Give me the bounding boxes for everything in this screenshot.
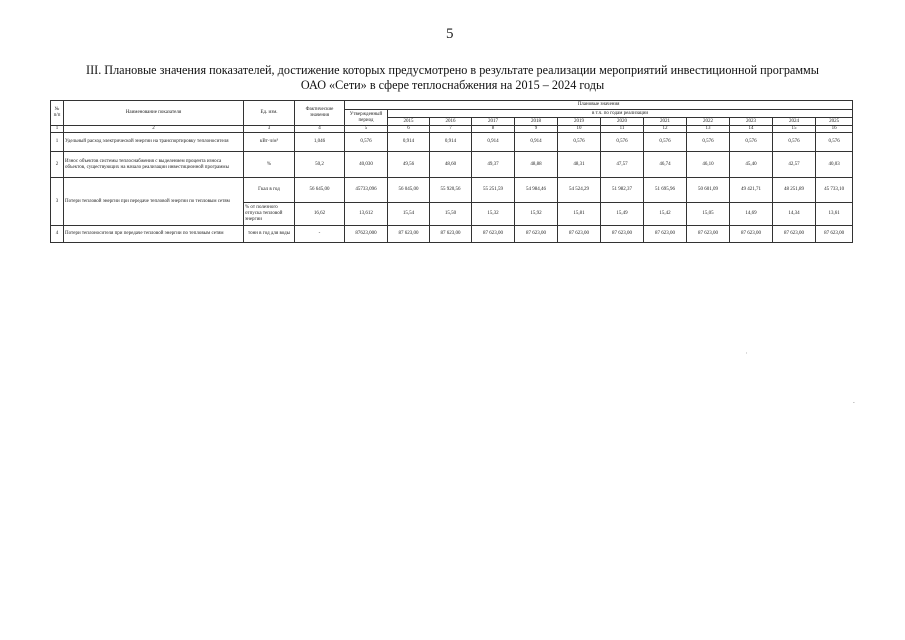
table-row	[51, 133, 853, 152]
header-year: 2023	[730, 118, 773, 126]
row-approved: 0,576	[345, 133, 388, 152]
row-value: 0,576	[816, 133, 853, 152]
row-value: 87 623,00	[472, 226, 515, 243]
row-value: 87 623,00	[773, 226, 816, 243]
row-num: 1	[51, 133, 64, 152]
row-value: 0,914	[515, 133, 558, 152]
row-approved: 13,612	[345, 203, 388, 226]
row-value: 87 623,00	[388, 226, 430, 243]
row-value: 48 251,89	[773, 178, 816, 203]
column-number: 6	[388, 126, 430, 133]
row-actual: 50,2	[295, 152, 345, 178]
column-number: 8	[472, 126, 515, 133]
row-value: 40,03	[816, 152, 853, 178]
row-name: Удельный расход электрической энергии на транспортировку теплоносителя	[64, 133, 244, 152]
row-value: 0,576	[601, 133, 644, 152]
column-number: 3	[244, 126, 295, 133]
header-year: 2025	[816, 118, 853, 126]
row-value: 15,05	[687, 203, 730, 226]
row-unit: % от полезного отпуска тепловой энергии	[244, 203, 295, 226]
row-value: 48,60	[430, 152, 472, 178]
row-num: 4	[51, 226, 64, 243]
row-value: 15,54	[388, 203, 430, 226]
row-value: 87 623,00	[558, 226, 601, 243]
row-name: Потери теплоносителя при передаче тепловой энергии по тепловым сетям	[64, 226, 244, 243]
column-number: 4	[295, 126, 345, 133]
row-value: 87 623,00	[601, 226, 644, 243]
column-number: 15	[773, 126, 816, 133]
page-number: 5	[446, 26, 454, 42]
column-number: 12	[644, 126, 687, 133]
column-number: 14	[730, 126, 773, 133]
row-value: 0,914	[430, 133, 472, 152]
page-title	[40, 63, 865, 93]
row-approved: 87623,000	[345, 226, 388, 243]
row-value: 0,576	[730, 133, 773, 152]
row-value: 46,74	[644, 152, 687, 178]
row-value: 15,49	[601, 203, 644, 226]
row-value: 87 623,00	[816, 226, 853, 243]
row-actual: 56 645,00	[295, 178, 345, 203]
row-value: 49,56	[388, 152, 430, 178]
row-value: 54 524,29	[558, 178, 601, 203]
row-value: 47,57	[601, 152, 644, 178]
row-value: 48,31	[558, 152, 601, 178]
row-value: 87 623,00	[644, 226, 687, 243]
header-year: 2016	[430, 118, 472, 126]
column-number: 10	[558, 126, 601, 133]
header-unit: Ед. изм.	[244, 101, 295, 126]
header-year: 2019	[558, 118, 601, 126]
row-value: 15,81	[558, 203, 601, 226]
header-by-year: в т.ч. по годам реализации	[388, 110, 853, 118]
row-value: 0,914	[388, 133, 430, 152]
row-value: 87 623,00	[430, 226, 472, 243]
row-name: Износ объектов системы теплоснабжения с выделением процента износа объектов, существующих на начало реализации инвестиционной программы	[64, 152, 244, 178]
header-year: 2017	[472, 118, 515, 126]
row-value: 15,92	[515, 203, 558, 226]
header-actual: Фактические значения	[295, 101, 345, 126]
header-year: 2018	[515, 118, 558, 126]
indicators-table	[50, 100, 853, 243]
header-year: 2020	[601, 118, 644, 126]
column-number: 2	[64, 126, 244, 133]
row-unit: %	[244, 152, 295, 178]
row-value: 56 045,00	[388, 178, 430, 203]
row-approved: 40,030	[345, 152, 388, 178]
page-title-line-1: III. Плановые значения показателей, достижение которых предусмотрено в результате реализации мероприятий инвестиционной программы	[86, 63, 819, 77]
table-row	[51, 226, 853, 243]
margin-mark: '	[746, 353, 747, 358]
column-number: 5	[345, 126, 388, 133]
column-number: 7	[430, 126, 472, 133]
row-value: 87 623,00	[515, 226, 558, 243]
row-unit: кВт·ч/м³	[244, 133, 295, 152]
row-value: 51 982,37	[601, 178, 644, 203]
row-value: 15,50	[430, 203, 472, 226]
column-number: 13	[687, 126, 730, 133]
row-value: 55 251,59	[472, 178, 515, 203]
row-value: 0,576	[773, 133, 816, 152]
header-approved: Утвержденный период	[345, 110, 388, 126]
row-value: 15,32	[472, 203, 515, 226]
header-num: № п/п	[51, 101, 64, 126]
row-value: 0,576	[644, 133, 687, 152]
row-value: 45 733,10	[816, 178, 853, 203]
row-value: 0,576	[687, 133, 730, 152]
row-num: 3	[51, 178, 64, 226]
row-value: 14,34	[773, 203, 816, 226]
row-value: 50 601,09	[687, 178, 730, 203]
row-value: 14,69	[730, 203, 773, 226]
header-planned: Плановые значения	[345, 101, 853, 110]
header-year: 2021	[644, 118, 687, 126]
column-number: 9	[515, 126, 558, 133]
column-number: 11	[601, 126, 644, 133]
row-unit: тонн в год для воды	[244, 226, 295, 243]
row-value: 49 421,71	[730, 178, 773, 203]
header-year: 2024	[773, 118, 816, 126]
table-header-row	[51, 101, 853, 110]
table-row	[51, 178, 853, 203]
row-actual: 16,62	[295, 203, 345, 226]
header-year: 2015	[388, 118, 430, 126]
table-row	[51, 152, 853, 178]
row-approved: 45733,096	[345, 178, 388, 203]
row-value: 87 623,00	[730, 226, 773, 243]
header-name: Наименование показателя	[64, 101, 244, 126]
row-num: 2	[51, 152, 64, 178]
row-unit: Гкал в год	[244, 178, 295, 203]
header-year: 2022	[687, 118, 730, 126]
row-actual: -	[295, 226, 345, 243]
row-value: 54 984,46	[515, 178, 558, 203]
row-value: 13,61	[816, 203, 853, 226]
column-number: 1	[51, 126, 64, 133]
row-value: 42,57	[773, 152, 816, 178]
page-title-line-2: ОАО «Сети» в сфере теплоснабжения на 2015 – 2024 годы	[300, 78, 605, 92]
margin-mark: -	[853, 401, 855, 406]
row-value: 49,37	[472, 152, 515, 178]
row-name: Потери тепловой энергии при передаче тепловой энергии по тепловым сетям	[64, 178, 244, 226]
row-value: 87 623,00	[687, 226, 730, 243]
row-actual: 1,046	[295, 133, 345, 152]
row-value: 0,914	[472, 133, 515, 152]
row-value: 46,10	[687, 152, 730, 178]
column-number: 16	[816, 126, 853, 133]
row-value: 45,40	[730, 152, 773, 178]
column-numbering-row	[51, 126, 853, 133]
row-value: 51 695,96	[644, 178, 687, 203]
row-value: 55 920,56	[430, 178, 472, 203]
row-value: 48,88	[515, 152, 558, 178]
row-value: 15,42	[644, 203, 687, 226]
row-value: 0,576	[558, 133, 601, 152]
